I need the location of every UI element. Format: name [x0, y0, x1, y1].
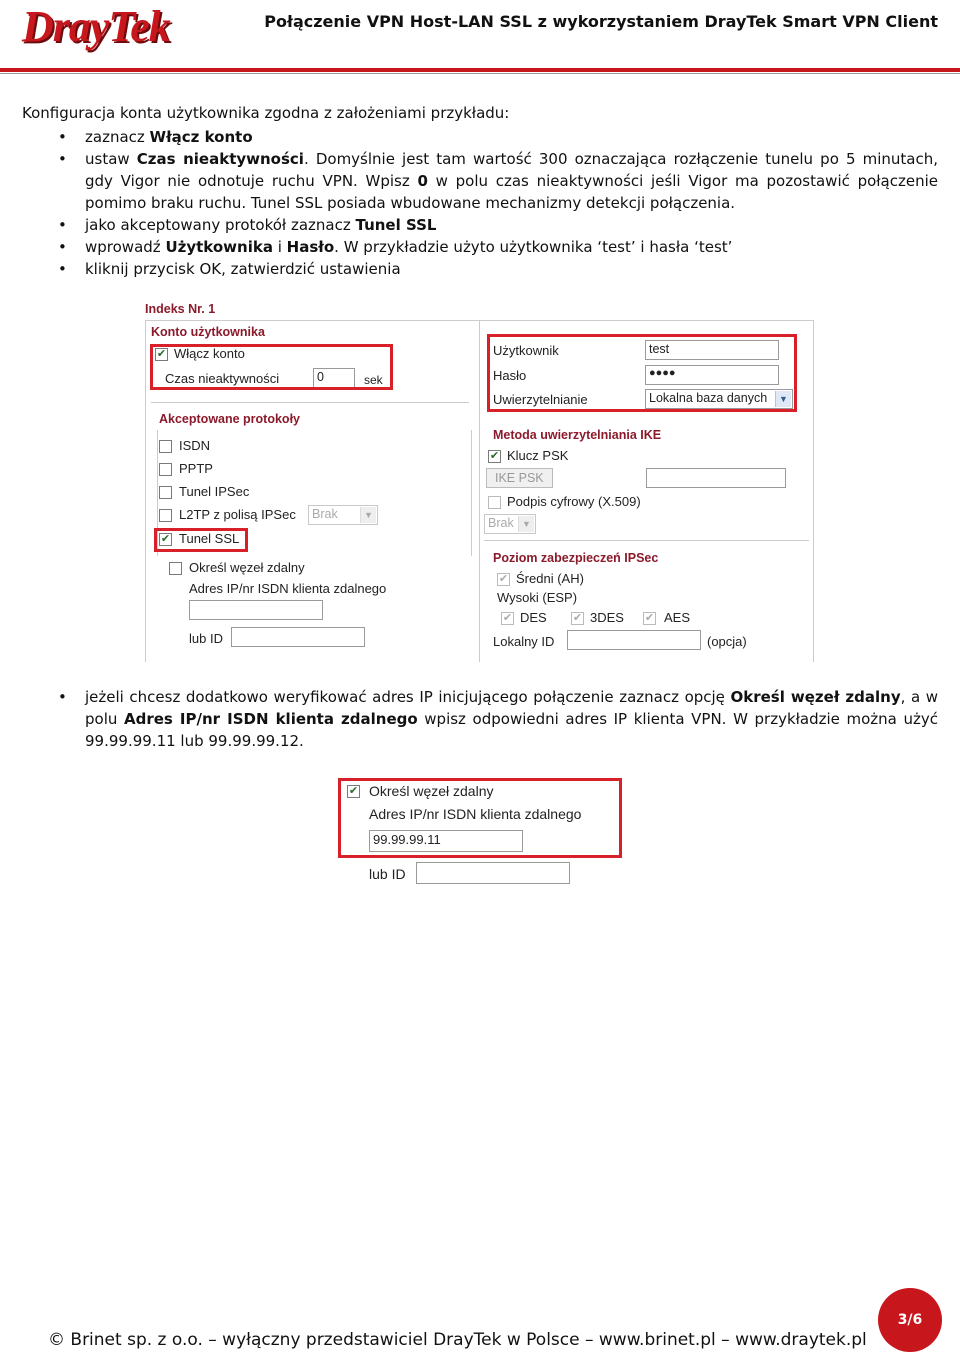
local-id-input[interactable] — [567, 630, 701, 650]
remote-node-screenshot — [336, 776, 626, 888]
divider — [151, 402, 469, 403]
aes-checkbox[interactable]: ✔ — [644, 612, 655, 624]
idle-time-input[interactable]: 0 — [313, 368, 355, 388]
l2tp-policy-select[interactable] — [308, 505, 378, 525]
account-header: Konto użytkownika — [151, 325, 265, 339]
ike-psk-button[interactable]: IKE PSK — [486, 468, 553, 488]
header-divider-thin — [0, 73, 960, 74]
list-item: • kliknij przycisk OK, zatwierdzić ustawienia — [58, 258, 938, 280]
remote-node-label: Określ węzeł zdalny — [189, 560, 305, 575]
psk-input[interactable] — [646, 468, 786, 488]
l2tp-checkbox[interactable] — [159, 509, 172, 522]
or-id-label: lub ID — [369, 866, 406, 882]
list-item: • jako akceptowany protokół zaznacz Tunel SSL — [58, 214, 938, 236]
isdn-checkbox[interactable] — [159, 440, 172, 453]
idle-unit: sek — [364, 373, 383, 387]
ipsec-label: Tunel IPSec — [179, 484, 250, 499]
divider — [479, 320, 480, 662]
psk-label: Klucz PSK — [507, 448, 569, 463]
divider — [813, 320, 814, 662]
remote-node-checkbox[interactable] — [169, 562, 182, 575]
remote-id-input[interactable] — [416, 862, 570, 884]
pptp-checkbox[interactable] — [159, 463, 172, 476]
3des-checkbox[interactable]: ✔ — [572, 612, 583, 624]
page-number-badge: 3/6 — [878, 1288, 942, 1352]
divider — [471, 430, 472, 556]
instruction-list-2 — [58, 686, 938, 752]
highlight-account — [150, 344, 393, 390]
3des-label: 3DES — [590, 610, 624, 625]
highlight-credentials — [487, 334, 797, 412]
chevron-down-icon: ▼ — [518, 516, 534, 532]
user-label: Użytkownik — [493, 343, 559, 358]
optional-label: (opcja) — [707, 634, 747, 649]
list-item: • jeżeli chcesz dodatkowo weryfikować adres IP inicjującego połączenie zaznacz opcję Określ węzeł zdalny, a w polu Adres IP/nr ISDN klienta zdalnego wpisz odpowiedni adres IP klienta VPN. W przykładzie można użyć 99.99.99.11 lub 99.99.99.12. — [58, 686, 938, 752]
idle-time-label: Czas nieaktywności — [165, 371, 280, 386]
protocols-header: Akceptowane protokoły — [159, 412, 300, 426]
isdn-label: ISDN — [179, 438, 211, 453]
local-id-label: Lokalny ID — [493, 634, 555, 649]
psk-checkbox[interactable]: ✔ — [489, 450, 500, 462]
ipsec-checkbox[interactable] — [159, 486, 172, 499]
user-account-screenshot — [143, 300, 815, 662]
list-item: • ustaw Czas nieaktywności. Domyślnie jest tam wartość 300 oznaczająca rozłączenie tunelu po 5 minutach, gdy Vigor nie odnotuje ruchu VPN. Wpisz 0 w polu czas nieaktywności jeśli Vigor ma pozostawić połączenie pomimo braku ruchu. Tunel SSL posiada wbudowane mechanizmy detekcji połączenia. — [58, 148, 938, 214]
ssl-checkbox[interactable]: ✔ — [160, 533, 171, 545]
password-input[interactable]: ●●●● — [645, 365, 779, 385]
des-label: DES — [520, 610, 547, 625]
auth-value: Lokalna baza danych — [649, 391, 768, 405]
password-label: Hasło — [493, 368, 527, 383]
digsig-label: Podpis cyfrowy (X.509) — [507, 494, 641, 509]
remote-id-input[interactable] — [231, 627, 365, 647]
enable-account-checkbox[interactable]: ✔ — [156, 348, 167, 360]
l2tp-label: L2TP z polisą IPSec — [179, 507, 296, 522]
draytek-logo — [22, 2, 202, 52]
or-id-label: lub ID — [189, 631, 223, 646]
medium-ah-label: Średni (AH) — [516, 571, 584, 586]
list-item: • wprowadź Użytkownika i Hasło. W przykładzie użyto użytkownika ‘test’ i hasła ‘test’ — [58, 236, 938, 258]
auth-label: Uwierzytelnianie — [493, 392, 588, 407]
list-item: • zaznacz Włącz konto — [58, 126, 938, 148]
ssl-label: Tunel SSL — [179, 531, 240, 546]
digsig-select[interactable] — [484, 514, 536, 534]
header-divider — [0, 68, 960, 72]
chevron-down-icon: ▼ — [775, 391, 791, 407]
instruction-list — [58, 126, 938, 280]
medium-ah-checkbox[interactable]: ✔ — [498, 573, 509, 585]
highlight-ssl — [154, 528, 248, 552]
pptp-label: PPTP — [179, 461, 213, 476]
user-input[interactable]: test — [645, 340, 779, 360]
remote-ip-input[interactable]: 99.99.99.11 — [369, 830, 523, 852]
document-title: Połączenie VPN Host-LAN SSL z wykorzystaniem DrayTek Smart VPN Client — [264, 12, 938, 31]
intro-text: Konfiguracja konta użytkownika zgodna z założeniami przykładu: — [22, 104, 510, 122]
des-checkbox[interactable]: ✔ — [502, 612, 513, 624]
high-esp-label: Wysoki (ESP) — [497, 590, 578, 605]
chevron-down-icon: ▼ — [360, 507, 376, 523]
digsig-value: Brak — [488, 516, 514, 530]
remote-node-label: Określ węzeł zdalny — [369, 783, 494, 799]
remote-ip-input[interactable] — [189, 600, 323, 620]
l2tp-policy-value: Brak — [312, 507, 338, 521]
divider — [145, 320, 146, 662]
divider — [484, 540, 809, 541]
remote-ip-label: Adres IP/nr ISDN klienta zdalnego — [189, 581, 387, 596]
footer-text: © Brinet sp. z o.o. – wyłączny przedstawiciel DrayTek w Polsce – www.brinet.pl – www.draytek.pl — [48, 1330, 867, 1350]
aes-label: AES — [664, 610, 691, 625]
enable-account-label: Włącz konto — [174, 346, 245, 361]
remote-ip-label: Adres IP/nr ISDN klienta zdalnego — [369, 806, 582, 822]
digsig-checkbox[interactable] — [488, 496, 501, 509]
ipsec-level-header: Poziom zabezpieczeń IPSec — [493, 551, 659, 565]
index-title: Indeks Nr. 1 — [145, 302, 216, 316]
logo-text: DrayTek — [22, 2, 170, 51]
ike-header: Metoda uwierzytelniania IKE — [493, 428, 662, 442]
remote-node-checkbox[interactable]: ✔ — [348, 785, 359, 797]
